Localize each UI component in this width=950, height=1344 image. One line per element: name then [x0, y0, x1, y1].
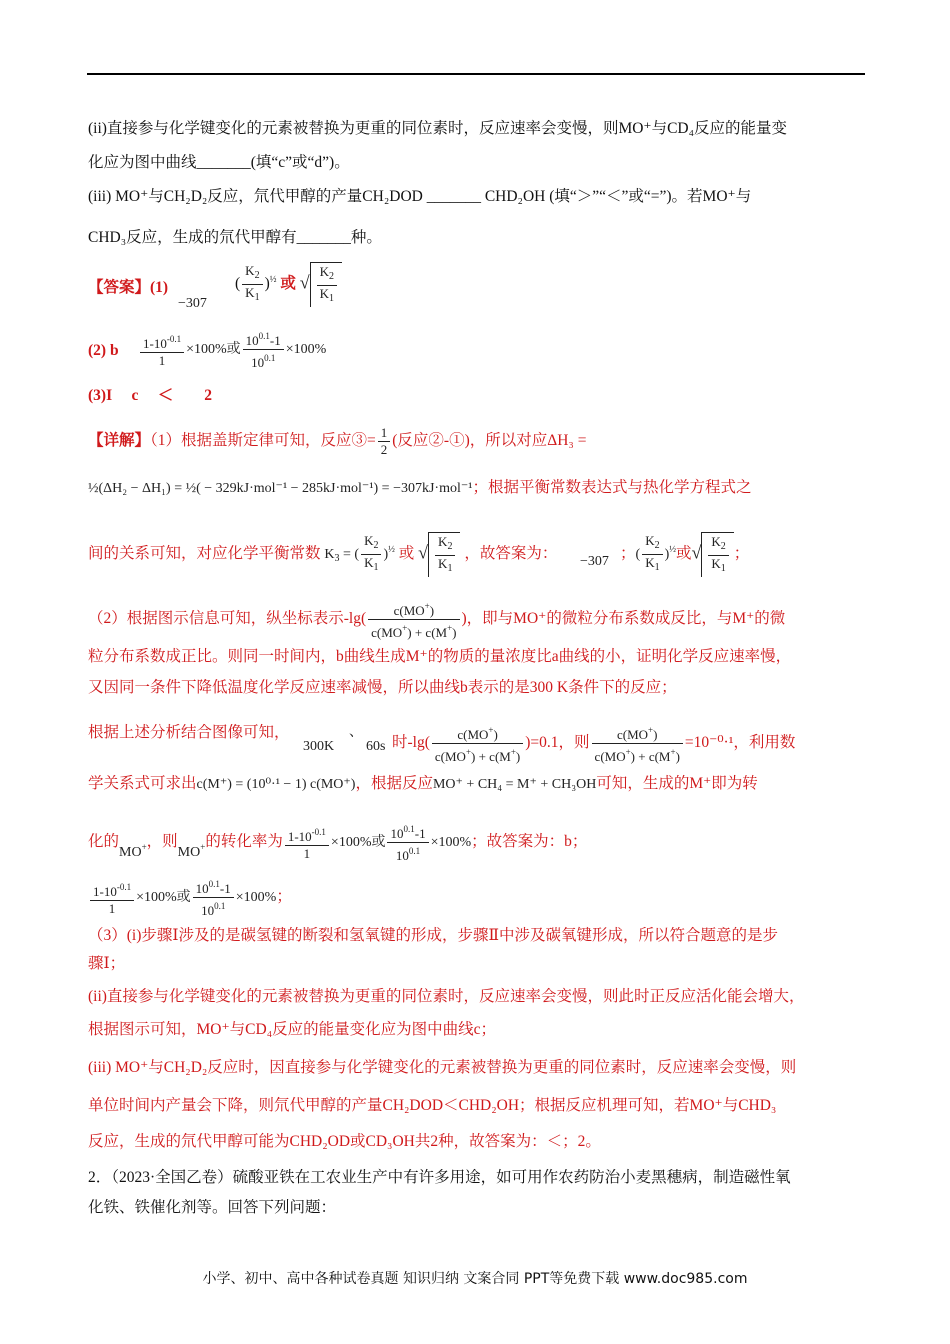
detail-9b: ，则	[146, 833, 178, 851]
detail-line-3: 间的关系可知，对应化学平衡常数 $K_3$ = ( $\frac{K_2}{K_1}$ )$^{\frac{1}{2}}$ 或 √ $\frac{K_2}{K_1}$ ，故答案为：	[88, 532, 557, 577]
detail-label: 【详解】	[88, 432, 151, 450]
detail-8-eq: c(M⁺) = (10⁰·¹ − 1) c(MO⁺)	[196, 777, 356, 792]
detail-line-7	[88, 722, 290, 744]
detail-3a: 间的关系可知，对应化学平衡常数	[88, 545, 321, 563]
question-2: 2．（2023·全国乙卷）硫酸亚铁在工农业生产中有许多用途，如可用作农药防治小麦黑穗病，制造磁性氧	[88, 1169, 791, 1186]
detail-7c: )=0.1，则	[525, 734, 590, 752]
detail-7-time: 60s	[366, 739, 386, 754]
detail-line-11: （3）(i)步骤Ⅰ涉及的是碳氢键的断裂和氢氧键的形成，步骤Ⅱ中涉及碳氧键形成，所以符合题意的是步	[88, 927, 779, 944]
answer-3: (3)I c ＜ 2	[88, 387, 212, 404]
detail-7-temp: 300K	[303, 739, 335, 754]
detail-8a: 学关系式可求出	[88, 775, 197, 792]
question-2-cont: 化铁、铁催化剂等。回答下列问题：	[88, 1199, 337, 1216]
detail-line-6: 又因同一条件下降低温度化学反应速率减慢，所以曲线b表示的是300 K条件下的反应；	[88, 679, 677, 696]
answer-label: 【答案】	[88, 279, 151, 296]
detail-line-14: 根据图示可知，MO⁺与CD₄反应的能量变化应为图中曲线c；	[88, 1021, 496, 1038]
detail-4b: )，即与MO⁺的微粒分布系数成反比，与M⁺的微	[461, 610, 786, 628]
detail-8c: 可知，生成的M⁺即为转	[596, 775, 758, 792]
detail-line-7b: 时-lg( $\frac{c(MO^+)}{c(MO^+) + c(M^+)}$ )=0.1，则 $\frac{c(MO^+)}{c(MO^+) + c(M^+)}$ =10⁻⁰·¹，利用数	[392, 722, 795, 765]
detail-line-12: 骤Ⅰ；	[88, 955, 126, 972]
detail-2-math: ½(ΔH₂ − ΔH₁) = ½( − 329kJ·mol⁻¹ − 285kJ·mol⁻¹) = −307kJ·mol⁻¹	[88, 481, 473, 496]
detail-7a: 根据上述分析结合图像可知，	[88, 724, 290, 741]
answer-1-num: (1)	[150, 279, 169, 296]
header-rule	[87, 73, 865, 75]
answer-2-num: (2) b	[88, 342, 119, 359]
detail-9d: ；故答案为：b；	[471, 833, 588, 851]
detail-8b: ，根据反应	[355, 775, 433, 792]
detail-line-13: (ii)直接参与化学键变化的元素被替换为更重的同位素时，反应速率会变慢，则此时正反应活化能会增大，	[88, 988, 805, 1005]
detail-7d: =10⁻⁰·¹，利用数	[684, 734, 796, 752]
page-footer: 小学、初中、高中各种试卷真题 知识归纳 文案合同 PPT等免费下载 www.doc985.com	[202, 1271, 748, 1287]
detail-1b: (反应②-①)，所以对应ΔH₃ =	[392, 432, 587, 450]
answer-1-value: −307	[178, 296, 207, 311]
answer-or: 或	[280, 275, 296, 293]
answer-2-or: 或	[226, 342, 241, 358]
answer-2-formula: $\frac{1-10^{-0.1}}{1}$ ×100%或 $\frac{10^{0.1}-1}{10^{0.1}}$ ×100%	[138, 328, 326, 371]
detail-line-4: （2）根据图示信息可知，纵坐标表示-lg( $\frac{c(MO^+)}{c(MO^+) + c(M^+)}$ )，即与MO⁺的微粒分布系数成反比，与M⁺的微	[88, 598, 785, 641]
detail-9c: 的转化率为	[205, 833, 283, 851]
detail-7-sep: 、	[349, 725, 363, 740]
detail-line-8	[88, 773, 758, 796]
detail-4a: （2）根据图示信息可知，纵坐标表示-lg(	[88, 610, 367, 628]
question-part-ii: (ii)直接参与化学键变化的元素被替换为更重的同位素时，反应速率会变慢，则MO⁺与CD₄反应的能量变	[88, 120, 788, 137]
detail-line-17: 反应，生成的氘代甲醇可能为CHD₂OD或CD₃OH共2种，故答案为：＜；2。	[88, 1133, 601, 1150]
detail-2-text: ；根据平衡常数表达式与热化学方程式之	[472, 479, 752, 496]
detail-line-1: 【详解】（1）根据盖斯定律可知，反应③= $\frac{1}{2}$ (反应②-①)，所以对应ΔH₃ =	[88, 425, 587, 457]
answer-line-1	[88, 277, 168, 299]
detail-3b: ，故答案为：	[464, 545, 558, 563]
detail-line-9: 化的MO+，则MO+的转化率为 $\frac{1-10^{-0.1}}{1}$ ×100%或 $\frac{10^{0.1}-1}{10^{0.1}}$ ×100%；故答案为：b；	[88, 821, 587, 864]
detail-10b: ；	[276, 888, 292, 906]
detail-line-5: 粒分布系数成正比。则同一时间内，b曲线生成M⁺的物质的量浓度比a曲线的小，证明化学反应速率慢，	[88, 648, 792, 665]
detail-9a: 化的	[88, 833, 120, 851]
detail-line-16: 单位时间内产量会下降，则氘代甲醇的产量CH₂DOD＜CHD₂OH；根据反应机理可知，若MO⁺与CHD₃	[88, 1097, 777, 1114]
question-part-iii-cont: CHD₃反应，生成的氘代甲醇有_______种。	[88, 229, 382, 246]
detail-3-answer: ；( $\frac{K_2}{K_1}$ )$^{\frac{1}{2}}$或√ $\frac{K_2}{K_1}$ ；	[620, 532, 749, 577]
question-part-iii: (iii) MO⁺与CH₂D₂反应，氘代甲醇的产量CH₂DOD _______ CHD₂OH (填“＞”“＜”或“=”)。若MO⁺与	[88, 188, 752, 205]
detail-line-15: (iii) MO⁺与CH₂D₂反应时，因直接参与化学键变化的元素被替换为更重的同位素时，反应速率会变慢，则	[88, 1059, 797, 1076]
detail-3-value: −307	[580, 554, 609, 569]
detail-line-10: $\frac{1-10^{-0.1}}{1}$ ×100%或 $\frac{10^{0.1}-1}{10^{0.1}}$ ×100%；	[88, 876, 292, 919]
detail-line-2	[88, 477, 751, 500]
detail-7b: 时-lg(	[392, 734, 430, 752]
detail-1a: （1）根据盖斯定律可知，反应③=	[150, 432, 376, 450]
answer-1-formula: ( $\frac{K_2}{K_1}$ )$^{\frac{1}{2}}$ 或 √ $\frac{K_2}{K_1}$	[235, 262, 342, 307]
detail-8-reaction: MO⁺ + CH₄ = M⁺ + CH₃OH	[432, 777, 597, 792]
question-part-ii-cont: 化应为图中曲线_______(填“c”或“d”)。	[88, 154, 350, 171]
